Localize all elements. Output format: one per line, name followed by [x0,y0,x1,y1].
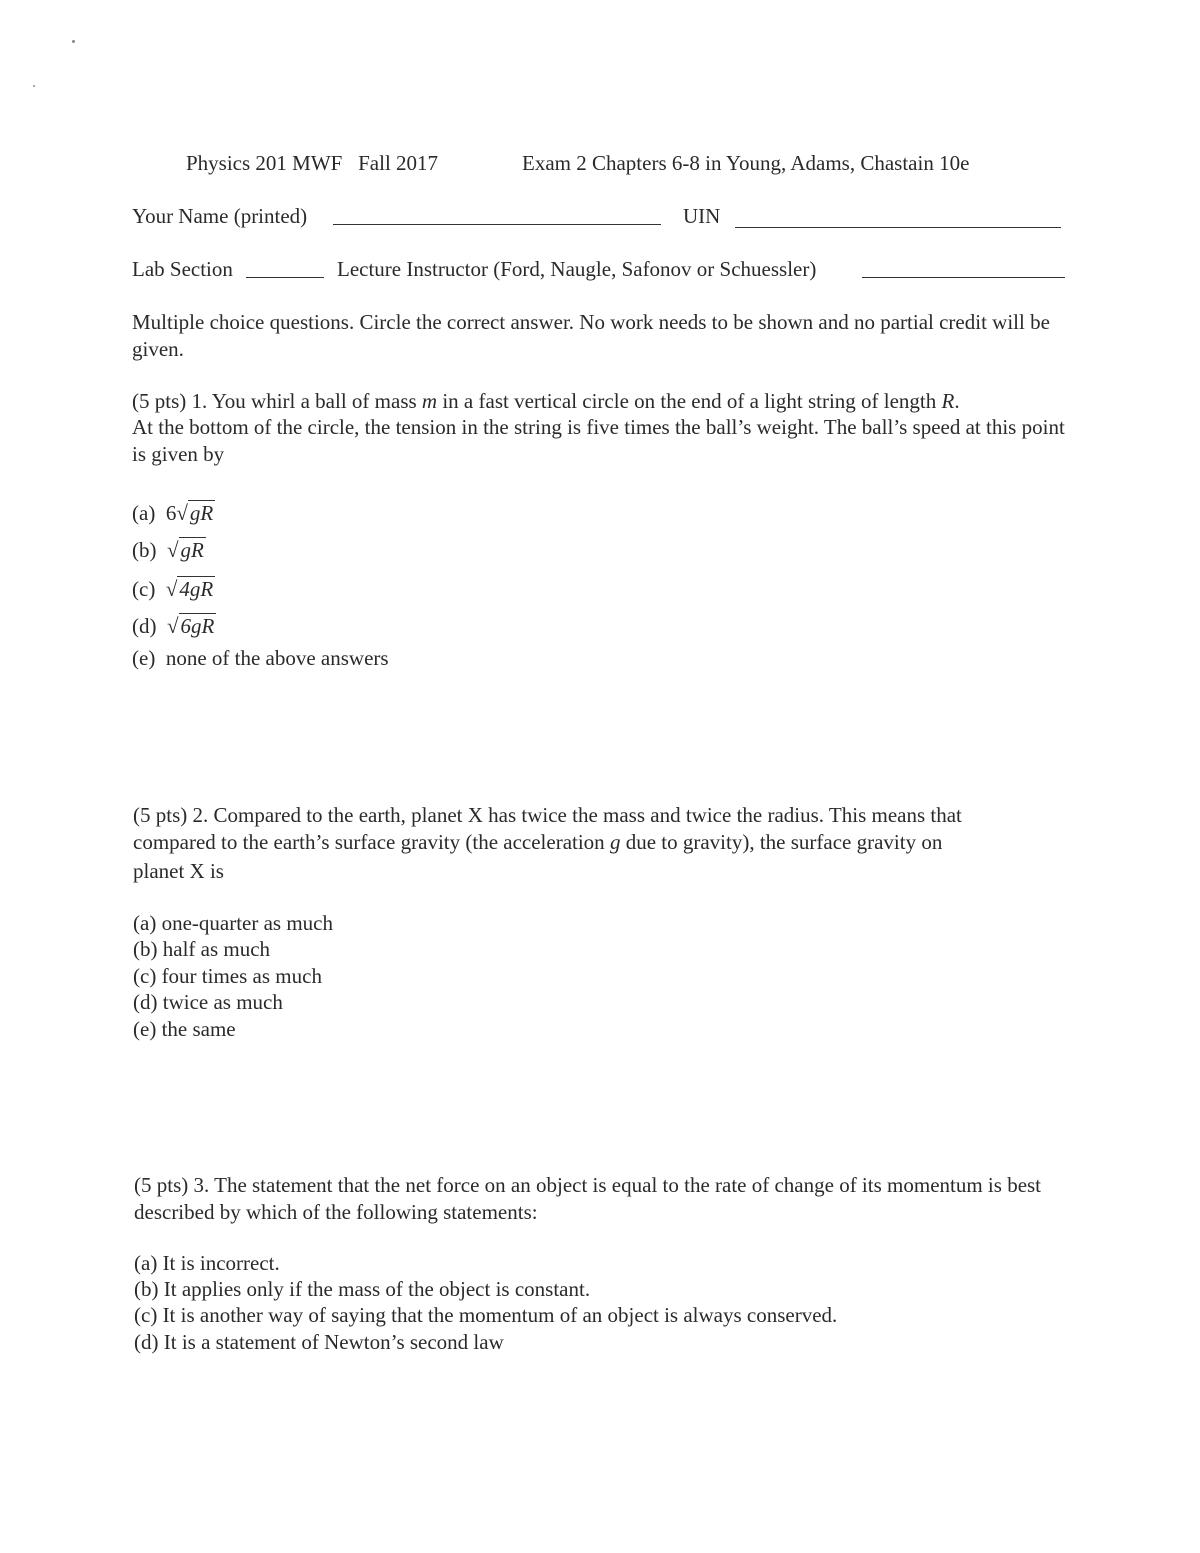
q2-option-c[interactable]: (c) four times as much [133,964,322,988]
uin-blank[interactable] [735,209,1061,228]
q3-option-c[interactable]: (c) It is another way of saying that the momentum of an object is always conserved. [134,1303,838,1327]
q1-first-line [132,388,960,415]
q1-option-b[interactable]: (b) √gR [132,538,204,562]
lab-section-label: Lab Section [132,257,233,281]
exam-header [186,150,438,177]
q2-option-e[interactable]: (e) the same [133,1017,236,1041]
instructor-blank[interactable] [862,259,1065,278]
q1-var-R: R [941,389,955,413]
q3-option-b[interactable]: (b) It applies only if the mass of the object is constant. [134,1277,591,1301]
scan-speck [33,85,35,87]
name-blank[interactable] [333,206,661,225]
q1-end: . [954,389,960,413]
instructions: Multiple choice questions. Circle the correct answer. No work needs to be shown and no partial credit will be given. [132,310,1050,361]
q1-option-a[interactable]: (a) 6√gR [132,501,214,525]
sqrt-expression: √6gR [167,614,215,638]
q2-line-3: planet X is [133,859,224,883]
q3-body: (5 pts) 3. The statement that the net force on an object is equal to the rate of change of its momentum is best described by which of the following statements: [134,1173,1042,1224]
q1-option-d[interactable]: (d) √6gR [132,614,215,638]
q1-option-c[interactable]: (c) √4gR [132,577,214,601]
name-label: Your Name (printed) [132,204,308,228]
q1-mid: in a fast vertical circle on the end of a light string of length [442,389,937,413]
q2-option-d[interactable]: (d) twice as much [133,990,283,1014]
sqrt-expression: √gR [167,538,204,562]
q1-body: At the bottom of the circle, the tension in the string is five times the ball’s weight. The ball’s speed at this point is given by [132,415,1065,466]
q1-option-e[interactable]: (e) none of the above answers [132,646,389,670]
sqrt-expression: √gR [176,501,214,525]
lab-section-blank[interactable] [246,259,324,278]
instructor-label: Lecture Instructor (Ford, Naugle, Safonov or Schuessler) [337,257,817,281]
course-title: Physics 201 MWF [186,151,343,175]
q3-option-a[interactable]: (a) It is incorrect. [134,1251,280,1275]
scan-speck [72,40,75,43]
q2-option-b[interactable]: (b) half as much [133,937,271,961]
exam-title: Exam 2 Chapters 6-8 in Young, Adams, Chastain 10e [522,151,970,175]
term: Fall 2017 [358,151,439,175]
q3-option-d[interactable]: (d) It is a statement of Newton’s second law [134,1330,504,1354]
q2-line-2: compared to the earth’s surface gravity (the acceleration g due to gravity), the surface gravity on [133,830,943,854]
q1-prefix: (5 pts) 1. You whirl a ball of mass [132,389,417,413]
uin-label: UIN [683,204,721,228]
q2-line-1: (5 pts) 2. Compared to the earth, planet X has twice the mass and twice the radius. This means that [133,803,962,827]
q2-option-a[interactable]: (a) one-quarter as much [133,911,333,935]
q1-var-m: m [421,389,438,413]
q2-var-g: g [609,830,621,854]
sqrt-expression: √4gR [165,577,214,601]
